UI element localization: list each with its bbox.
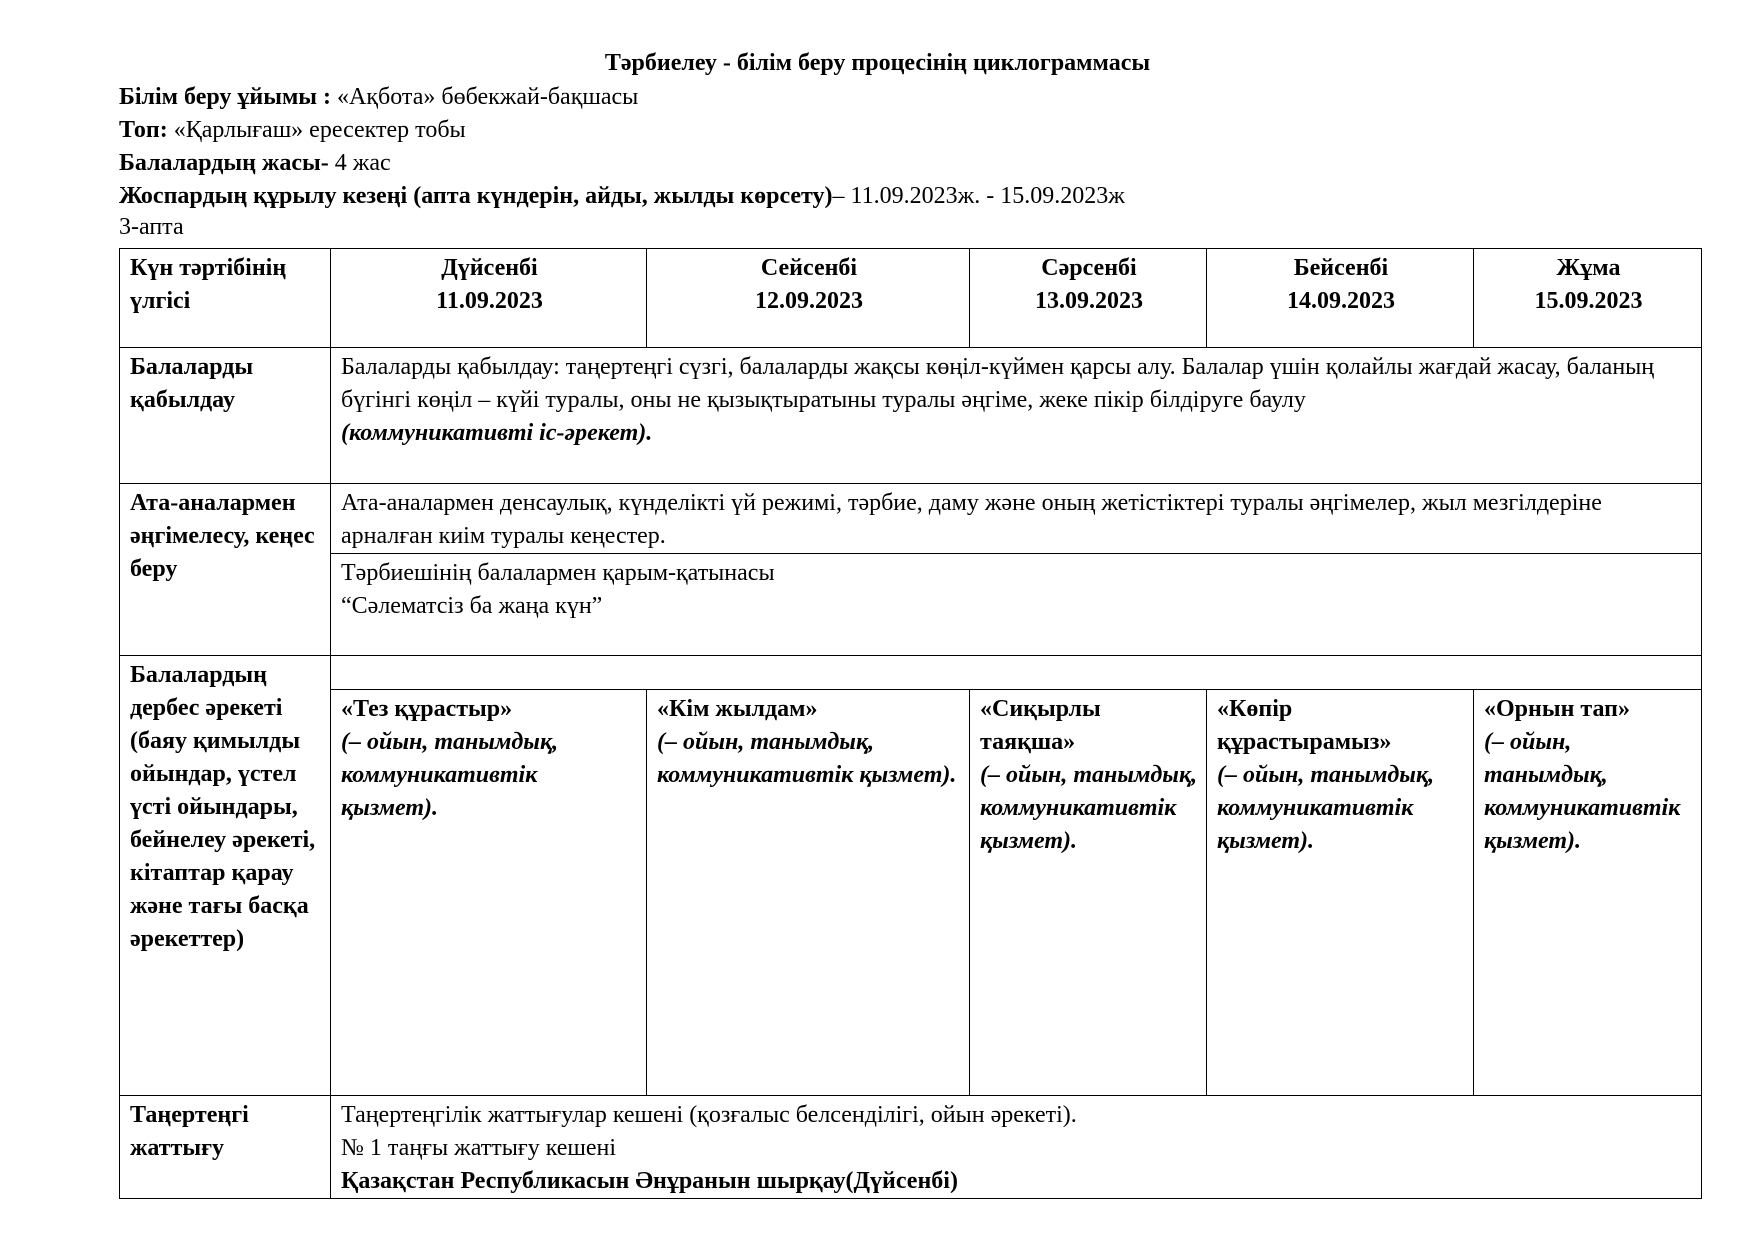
game-note: (– ойын, танымдық, коммуникативтік қызмет). — [1484, 729, 1681, 854]
game-title: «Тез құрастыр» — [341, 696, 513, 722]
age-line — [119, 147, 1699, 180]
game-note: (– ойын, танымдық, коммуникативтік қызмет). — [657, 729, 957, 788]
period-line — [119, 180, 1699, 213]
day-date: 12.09.2023 — [755, 288, 863, 314]
game-cell-wednesday — [970, 690, 1207, 1096]
game-cell-thursday — [1207, 690, 1474, 1096]
game-cell-friday — [1474, 690, 1702, 1096]
day-name: Бейсенбі — [1293, 255, 1389, 281]
group-line — [119, 114, 1699, 147]
cyclogram-table — [119, 248, 1702, 1199]
header-row — [120, 249, 1702, 348]
document-title: Тәрбиелеу - білім беру процесінің циклограммасы — [604, 50, 1151, 76]
day-header-friday — [1474, 249, 1702, 348]
exercise-complex: № 1 таңғы жаттығу кешені — [341, 1135, 617, 1161]
day-name: Жұма — [1556, 255, 1621, 281]
age-label: Балалардың жасы- — [119, 150, 329, 176]
corner-cell: Күн тәртібінің үлгісі — [120, 249, 331, 348]
day-header-wednesday — [970, 249, 1207, 348]
day-name: Сәрсенбі — [1041, 255, 1137, 281]
reception-content — [331, 348, 1702, 484]
exercise-text: Таңертеңгілік жаттығулар кешені (қозғалыс белсенділігі, ойын әрекеті). — [341, 1102, 1077, 1128]
day-date: 13.09.2023 — [1035, 288, 1143, 314]
group-value: «Қарлығаш» ересектер тобы — [167, 117, 466, 143]
game-note: (– ойын, танымдық, коммуникативтік қызмет). — [980, 762, 1198, 854]
game-title: «Орнын тап» — [1484, 696, 1631, 722]
day-name: Сейсенбі — [760, 255, 858, 281]
week-line: 3-апта — [119, 214, 184, 240]
reception-label: Балаларды қабылдау — [120, 348, 331, 484]
communication-row — [120, 554, 1702, 656]
teacher-communication — [331, 554, 1702, 656]
exercise-content — [331, 1096, 1702, 1199]
day-name: Дүйсенбі — [441, 255, 538, 281]
org-label: Білім беру ұйымы : — [119, 84, 332, 110]
period-label: Жоспардың құрылу кезеңі (апта күндерін, айды, жылды көрсету) — [119, 183, 833, 209]
day-date: 15.09.2023 — [1534, 288, 1643, 314]
exercise-row — [120, 1096, 1702, 1199]
group-label: Топ: — [119, 117, 168, 143]
day-header-monday — [331, 249, 647, 348]
activity-spacer — [331, 656, 1702, 690]
day-header-thursday — [1207, 249, 1474, 348]
org-value: «Ақбота» бөбекжай-бақшасы — [331, 84, 639, 110]
document-meta — [119, 81, 1699, 241]
reception-text: Балаларды қабылдау: таңертеңгі сүзгі, балаларды жақсы көңіл-күймен қарсы алу. Балалар үшін қолайлы жағдай жасау, баланың бүгінгі көңіл – күйі туралы, оны не қызықтыратыны туралы әңгіме, жеке пікір білдіруге баулу — [341, 354, 1655, 413]
day-date: 11.09.2023 — [436, 288, 543, 314]
exercise-label: Таңертеңгі жаттығу — [120, 1096, 331, 1199]
period-value: – 11.09.2023ж. - 15.09.2023ж — [832, 183, 1125, 209]
game-title: «Сиқырлы таяқша» — [980, 696, 1101, 755]
game-note: (– ойын, танымдық, коммуникативтік қызмет). — [1217, 762, 1435, 854]
reception-row — [120, 348, 1702, 484]
day-header-tuesday — [647, 249, 970, 348]
game-note: (– ойын, танымдық, коммуникативтік қызмет). — [341, 729, 559, 821]
communication-title: Тәрбиешінің балалармен қарым-қатынасы — [341, 560, 775, 586]
game-cell-tuesday — [647, 690, 970, 1096]
activity-label: Балалардың дербес әрекеті (баяу қимылды ойындар, үстел үсті ойындары, бейнелеу әрекеті, кітаптар қарау және тағы басқа әрекеттер) — [120, 656, 331, 1096]
reception-note: (коммуникативті іс-әрекет). — [341, 420, 653, 446]
age-value: 4 жас — [328, 150, 391, 176]
parents-row — [120, 484, 1702, 554]
activity-row — [120, 690, 1702, 1096]
day-date: 14.09.2023 — [1287, 288, 1395, 314]
anthem-text: Қазақстан Республикасын Әнұранын шырқау(Дүйсенбі) — [341, 1168, 958, 1194]
parents-label: Ата-аналармен әңгімелесу, кеңес беру — [120, 484, 331, 656]
org-line — [119, 81, 1699, 114]
game-cell-monday — [331, 690, 647, 1096]
activity-spacer-row — [120, 656, 1702, 690]
greeting-text: “Сәлематсіз ба жаңа күн” — [341, 593, 603, 619]
parents-advice: Ата-аналармен денсаулық, күнделікті үй режимі, тәрбие, даму және оның жетістіктері туралы әңгімелер, жыл мезгілдеріне арналған киім туралы кеңестер. — [331, 484, 1702, 554]
game-title: «Көпір құрастырамыз» — [1217, 696, 1392, 755]
game-title: «Кім жылдам» — [657, 696, 818, 722]
